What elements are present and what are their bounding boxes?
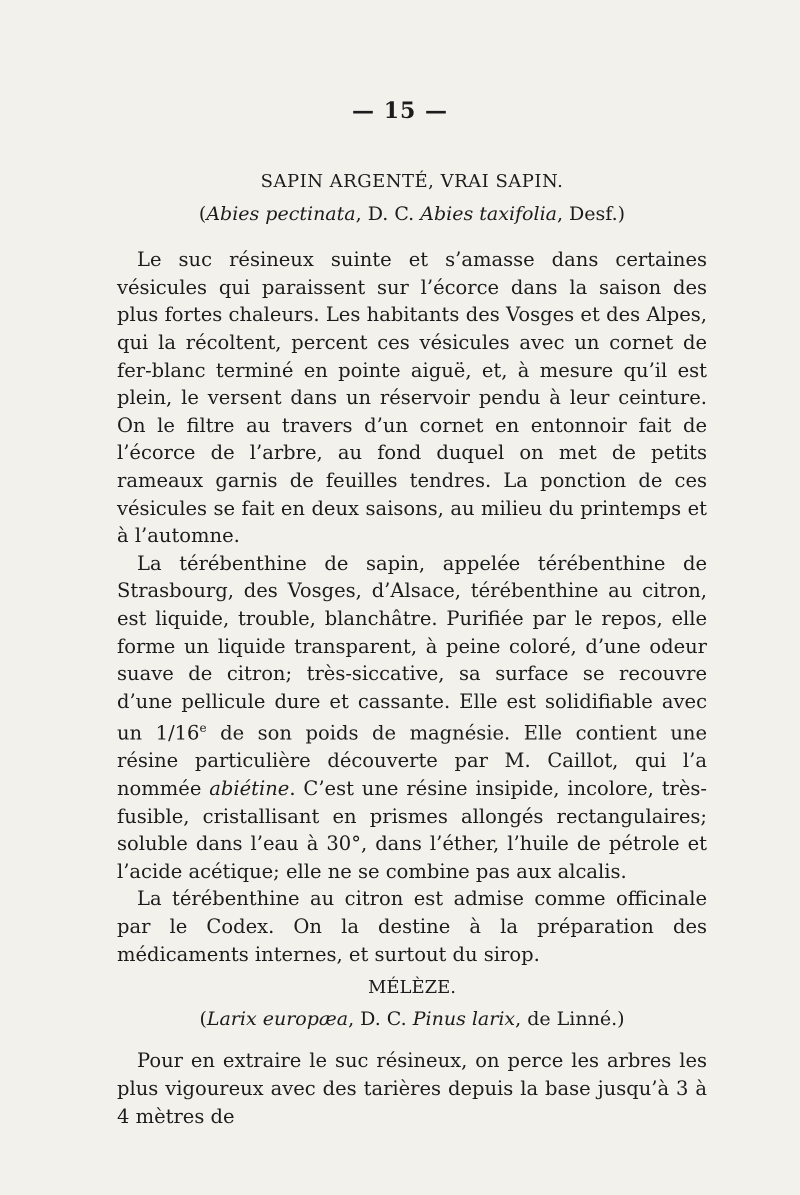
botanical-names-sapin: (Abies pectinata, D. C. Abies taxifolia, Desf.) xyxy=(198,202,626,225)
paragraph-text: La térébenthine de sapin, appelée térébenthine de Strasbourg, des Vosges, d’Alsace, térébenthine au citron, est liquide, trouble, blanchâtre. Purifiée par le repos, elle forme un liquide transparent, à peine coloré, d’une odeur suave de citron; très-siccative, sa surface se recouvre d’une pellicule dure et cassante. Elle est solidifiable avec un 1/16 xyxy=(117,551,707,745)
author-abbrev: , D. C. xyxy=(348,1007,413,1030)
paragraph: Pour en extraire le suc résineux, on perce les arbres les plus vigoureux avec des tarières depuis la base jusqu’à 3 à 4 mètres de xyxy=(117,1049,707,1128)
paragraph xyxy=(117,550,707,886)
paragraph-text: de son poids de magnésie. Elle contient une résine particulière découverte par M. Caillot, qui l’a nommée xyxy=(117,721,708,800)
author-abbrev: , Desf. xyxy=(556,202,618,225)
paragraph: La térébenthine au citron est admise comme officinale par le Codex. On la destine à la préparation des médicaments internes, et surtout du sirop. xyxy=(117,887,707,966)
latin-name: Larix europæa xyxy=(206,1007,349,1030)
paragraph: Le suc résineux suinte et s’amasse dans certaines vésicules qui paraissent sur l’écorce dans la saison des plus fortes chaleurs. Les habitants des Vosges et des Alpes, qui la récoltent, percent ces vésicules avec un cornet de fer-blanc terminé en pointe aiguë, et, à mesure qu’il est plein, le versent dans un réservoir pendu à leur ceinture. On le filtre au travers d’un cornet en entonnoir fait de l’écorce de l’arbre, au fond duquel on met de petits rameaux garnis de feuilles tendres. La ponction de ces vésicules se fait en deux saisons, au milieu du printemps et à l’automne. xyxy=(117,248,707,548)
paragraph-text: . C’est une résine insipide, incolore, très-fusible, cristallisant en prismes allongés rectangulaires; soluble dans l’eau à 30°, dans l’éther, l’huile de pétrole et l’acide acétique; elle ne se combine pas aux alcalis. xyxy=(117,776,707,883)
latin-name: Abies taxifolia xyxy=(420,202,557,225)
section-title-meleze: MÉLÈZE. xyxy=(367,977,457,999)
italic-term: abiétine xyxy=(209,776,290,800)
author-abbrev: , de Linné. xyxy=(515,1007,618,1030)
author-abbrev: , D. C. xyxy=(355,202,421,225)
page-body xyxy=(117,168,707,1130)
section-title-sapin: SAPIN ARGENTÉ, VRAI SAPIN. xyxy=(260,171,564,192)
latin-name: Abies pectinata xyxy=(206,202,356,225)
superscript: e xyxy=(199,721,207,736)
page-number: — 15 — xyxy=(352,98,448,124)
botanical-names-meleze: (Larix europæa, D. C. Pinus larix, de Linné.) xyxy=(199,1007,625,1030)
latin-name: Pinus larix xyxy=(412,1007,516,1030)
